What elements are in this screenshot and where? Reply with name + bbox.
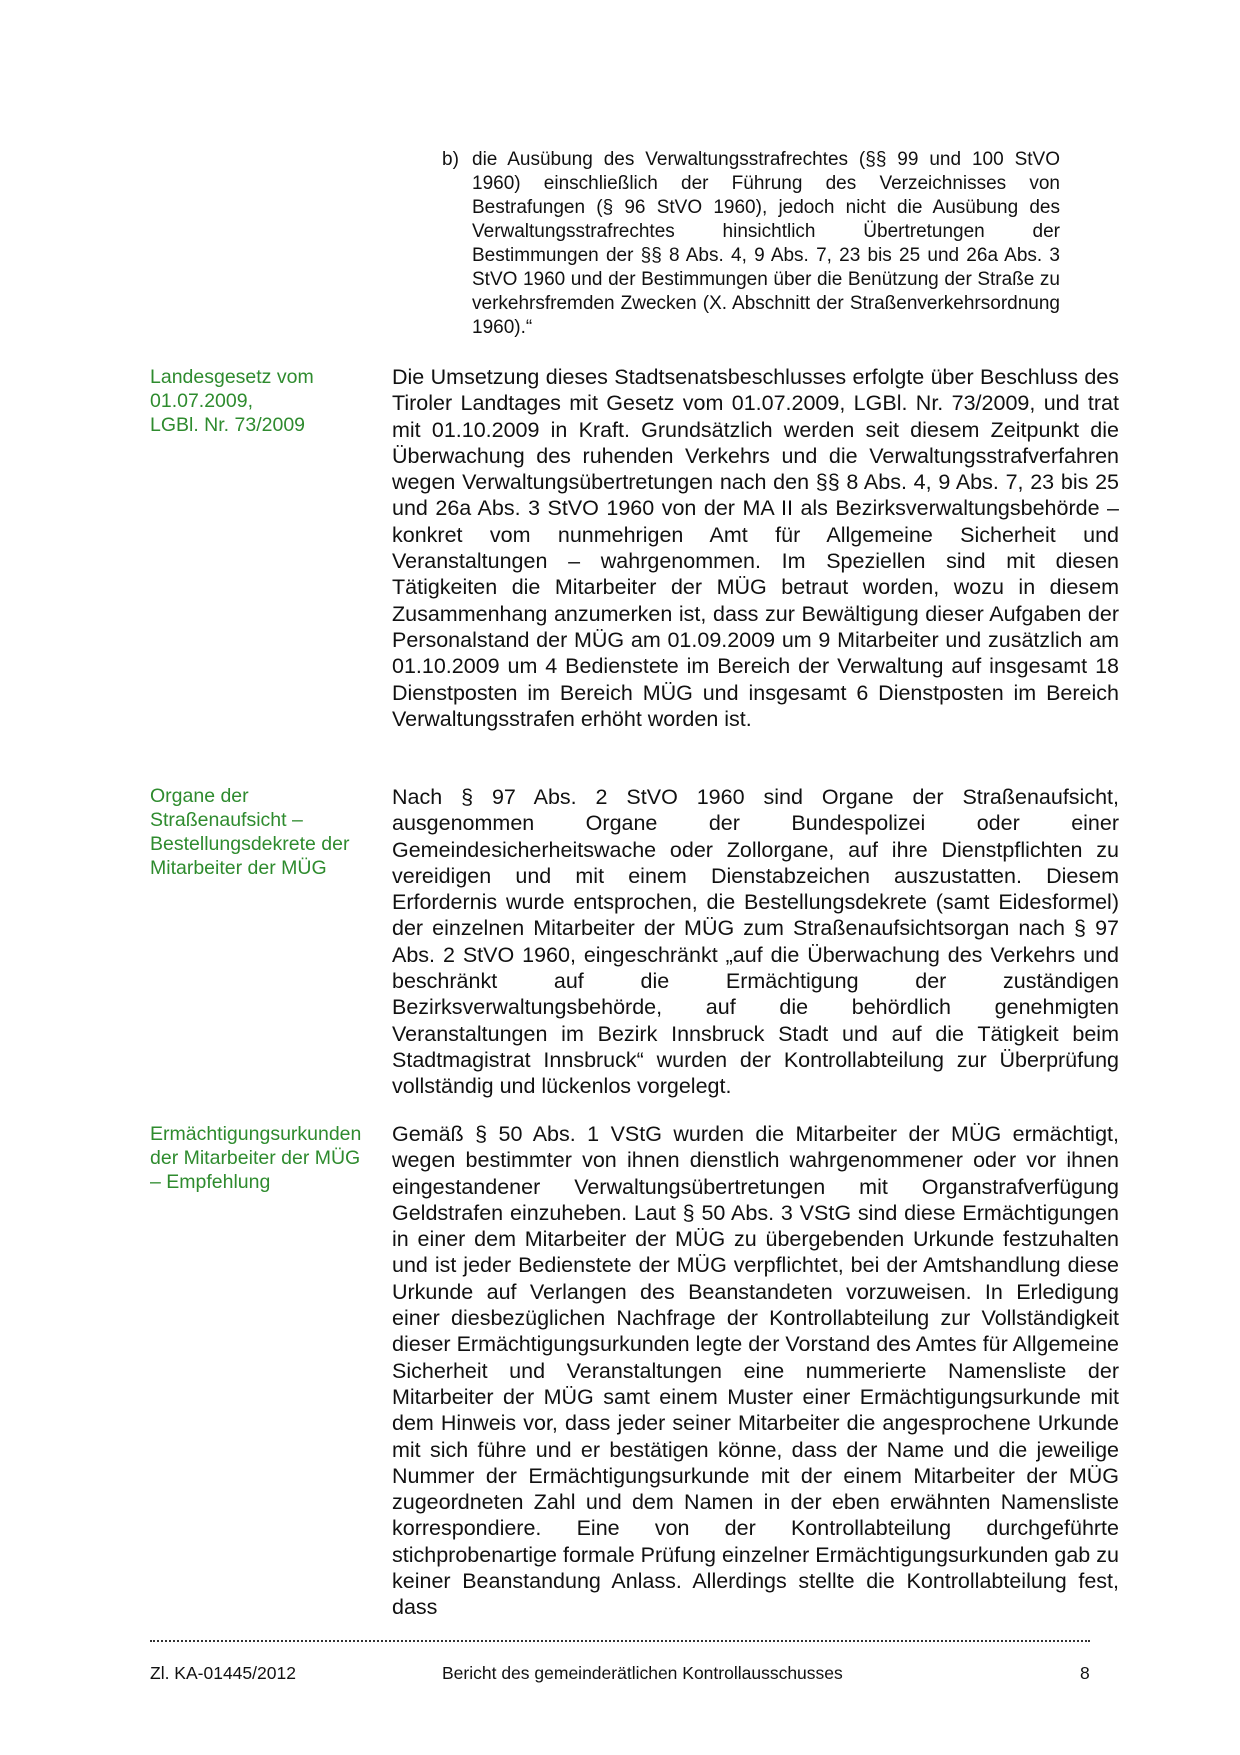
margin-note-line: 01.07.2009, bbox=[150, 390, 254, 412]
list-marker: b) bbox=[442, 149, 459, 170]
margin-note-line: Landesgesetz vom bbox=[150, 366, 314, 388]
margin-note-line: der Mitarbeiter der MÜG bbox=[150, 1147, 361, 1169]
quoted-text: die Ausübung des Verwaltungsstrafrechtes (§§ 99 und 100 StVO 1960) einschließlich der Führung des Verzeichnisses von Bestrafungen (§ 96 StVO 1960), jedoch nicht die Ausübung des Verwaltungsstrafrechtes hinsichtlich Übertretungen der Bestimmungen der §§ 8 Abs. 4, 9 Abs. 7, 23 bis 25 und 26a Abs. 3 StVO 1960 und der Bestimmungen über die Benützung der Straße zu verkehrsfremden Zwecken (X. Abschnitt der Straßenverkehrsordnung 1960).“ bbox=[472, 149, 1060, 338]
paragraph-ermaechtigungsurkunden: Gemäß § 50 Abs. 1 VStG wurden die Mitarbeiter der MÜG ermächtigt, wegen bestimmter von ihnen dienstlich wahrgenommener oder vor ihnen eingestandener Verwaltungsübertretungen mit Organstrafverfügung Geldstrafen einzuheben. Laut § 50 Abs. 3 VStG sind diese Ermächtigungen in einer dem Mitarbeiter der MÜG zu übergebenden Urkunde festzuhalten und ist jeder Bedienstete der MÜG verpflichtet, bei der Amtshandlung diese Urkunde auf Verlangen des Beanstandeten vorzuweisen. In Erledigung einer diesbezüglichen Nachfrage der Kontrollabteilung zur Vollständigkeit dieser Ermächtigungsurkunden legte der Vorstand des Amtes für Allgemeine Sicherheit und Veranstaltungen eine nummerierte Namensliste der Mitarbeiter der MÜG samt einem Muster einer Ermächtigungsurkunde mit dem Hinweis vor, dass jeder seiner Mitarbeiter die angesprochene Urkunde mit sich führe und er bestätigen könne, dass der Name und die jeweilige Nummer der Ermächtigungsurkunde mit der einem Mitarbeiter der MÜG zugeordneten Zahl und dem Namen in der eben erwähnten Namensliste korrespondiere. Eine von der Kontrollabteilung durchgeführte stichprobenartige formale Prüfung einzelner Ermächtigungsurkunden gab zu keiner Beanstandung Anlass. Allerdings stellte die Kontrollabteilung fest, dass bbox=[392, 1122, 1119, 1620]
footer-reference: Zl. KA-01445/2012 bbox=[150, 1663, 296, 1683]
margin-note-ermaechtigungsurkunden bbox=[150, 1122, 375, 1194]
margin-note-line: Organe der bbox=[150, 785, 249, 807]
footer-title: Bericht des gemeinderätlichen Kontrollausschusses bbox=[442, 1663, 843, 1683]
margin-note-line: LGBl. Nr. 73/2009 bbox=[150, 414, 306, 436]
margin-note-line: Bestellungsdekrete der bbox=[150, 833, 350, 855]
paragraph-organe-strassenaufsicht: Nach § 97 Abs. 2 StVO 1960 sind Organe der Straßenaufsicht, ausgenommen Organe der Bundespolizei oder einer Gemeindesicherheitswache oder Zollorgane, auf ihre Dienstpflichten zu vereidigen und mit einem Dienstabzeichen auszustatten. Diesem Erfordernis wurde entsprochen, die Bestellungsdekrete (samt Eidesformel) der einzelnen Mitarbeiter der MÜG zum Straßenaufsichtsorgan nach § 97 Abs. 2 StVO 1960, eingeschränkt „auf die Überwachung des Verkehrs und beschränkt auf die Ermächtigung der zuständigen Bezirksverwaltungsbehörde, auf die behördlich genehmigten Veranstaltungen im Bezirk Innsbruck Stadt und auf die Tätigkeit beim Stadtmagistrat Innsbruck“ wurden der Kontrollabteilung zur Überprüfung vollständig und lückenlos vorgelegt. bbox=[392, 785, 1119, 1099]
margin-note-line: Mitarbeiter der MÜG bbox=[150, 857, 327, 879]
margin-note-line: Straßenaufsicht – bbox=[150, 809, 303, 831]
margin-note-landesgesetz bbox=[150, 365, 375, 437]
page-number: 8 bbox=[1080, 1663, 1090, 1683]
margin-note-organe-strassenaufsicht bbox=[150, 784, 375, 880]
quoted-list-item-b bbox=[442, 148, 1060, 340]
margin-note-line: Ermächtigungsurkunden bbox=[150, 1123, 362, 1145]
footer-divider bbox=[150, 1640, 1090, 1642]
paragraph-landesgesetz: Die Umsetzung dieses Stadtsenatsbeschlusses erfolgte über Beschluss des Tiroler Landtages mit Gesetz vom 01.07.2009, LGBl. Nr. 73/2009, und trat mit 01.10.2009 in Kraft. Grundsätzlich werden seit diesem Zeitpunkt die Überwachung des ruhenden Verkehrs und die Verwaltungsstrafverfahren wegen Verwaltungsübertretungen nach den §§ 8 Abs. 4, 9 Abs. 7, 23 bis 25 und 26a Abs. 3 StVO 1960 von der MA II als Bezirksverwaltungsbehörde – konkret vom nunmehrigen Amt für Allgemeine Sicherheit und Veranstaltungen – wahrgenommen. Im Speziellen sind mit diesen Tätigkeiten die Mitarbeiter der MÜG betraut worden, wozu in diesem Zusammenhang anzumerken ist, dass zur Bewältigung dieser Aufgaben der Personalstand der MÜG am 01.09.2009 um 9 Mitarbeiter und zusätzlich am 01.10.2009 um 4 Bedienstete im Bereich der Verwaltung auf insgesamt 18 Dienstposten im Bereich MÜG und insgesamt 6 Dienstposten im Bereich Verwaltungsstrafen erhöht worden ist. bbox=[392, 365, 1119, 731]
margin-note-line: – Empfehlung bbox=[150, 1171, 271, 1193]
